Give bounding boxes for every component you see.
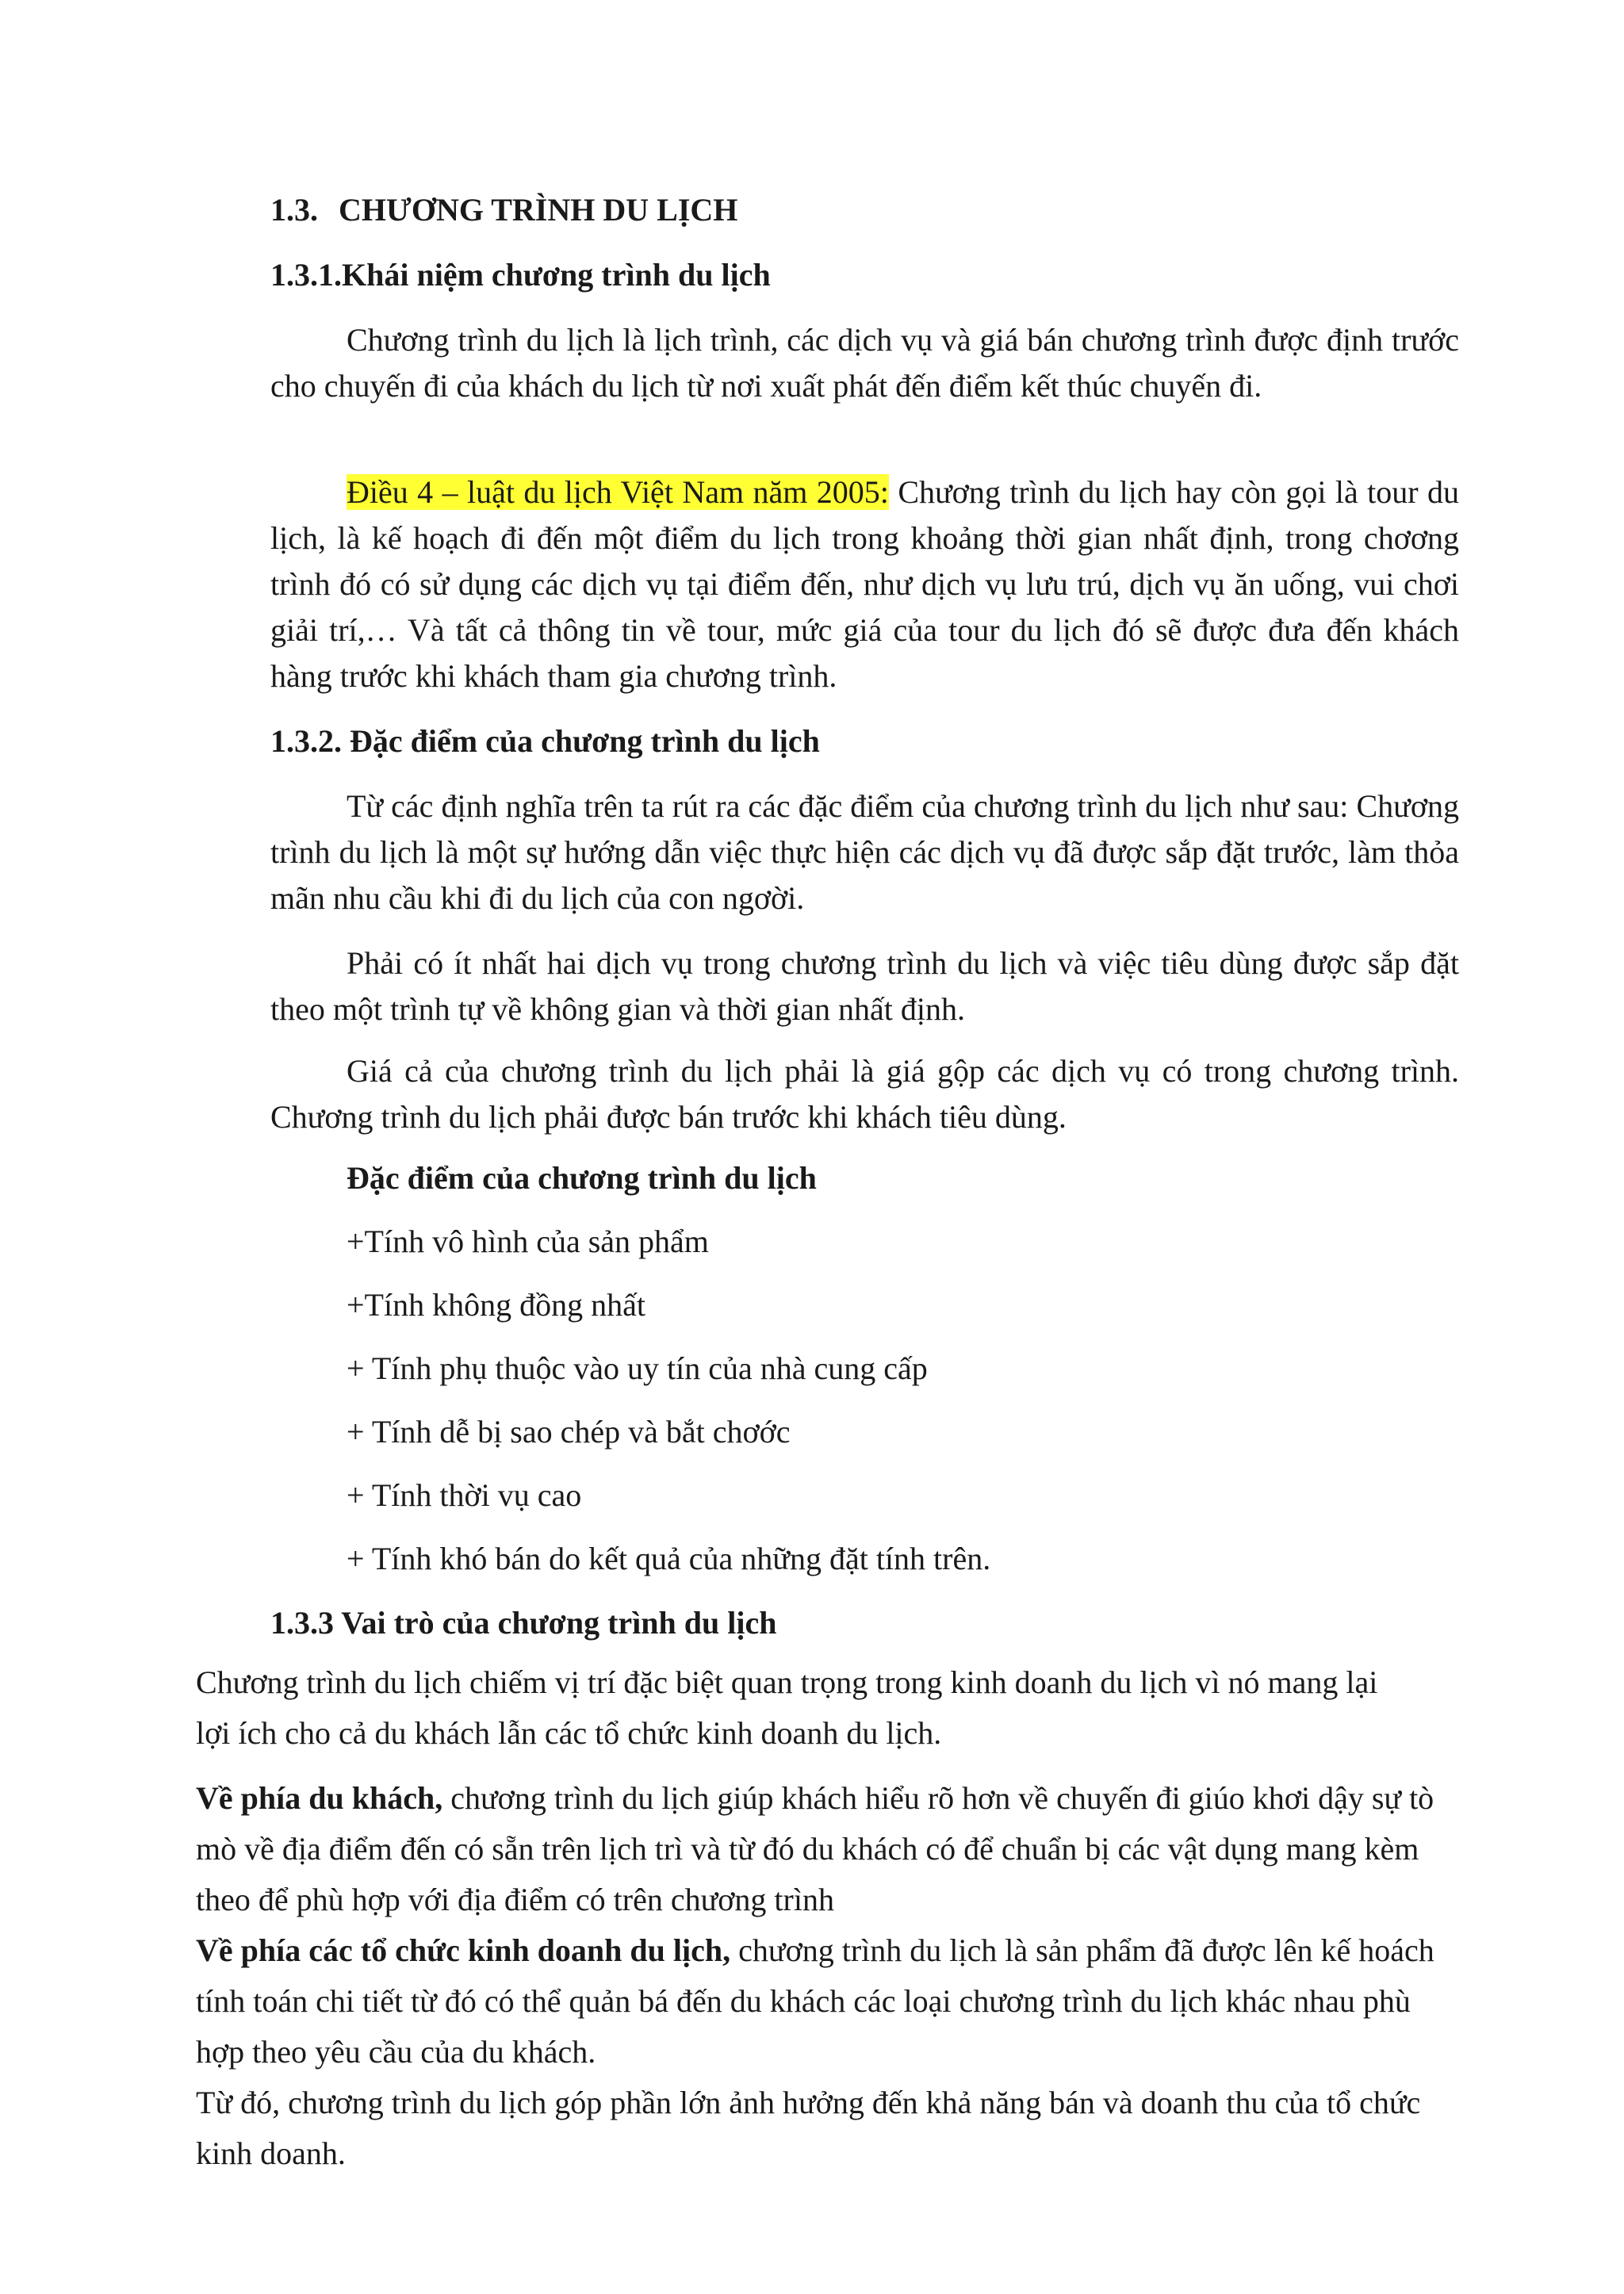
section-title (270, 187, 737, 233)
paragraph-conclusion (196, 2078, 1465, 2179)
paragraph-tourist-side (196, 1773, 1465, 1925)
list-item: + Tính dễ bị sao chép và bắt chơớc (347, 1414, 791, 1450)
list-item: +Tính không đồng nhất (347, 1287, 645, 1323)
list-item: + Tính thời vụ cao (347, 1477, 582, 1513)
price-text: Giá cả của chương trình du lịch phải là giá gộp các dịch vụ có trong chương trình. Chương trình du lịch phải được bán trước khi khách tiêu dùng. (270, 1053, 1459, 1135)
law-article-text: Chương trình du lịch hay còn gọi là tour du lịch, là kế hoạch đi đến một điểm du lịch trong khoảng thời gian nhất định, trong chơơng trình đó có sử dụng các dịch vụ tại điểm đến, như dịch vụ lưu trú, dịch vụ ăn uống, vui chơi giải trí,… Và tất cả thông tin về tour, mức giá của tour du lịch đó sẽ được đưa đến khách hàng trước khi khách tham gia chương trình. (270, 474, 1459, 694)
paragraph-price (270, 1048, 1459, 1140)
role-intro-text: Chương trình du lịch chiếm vị trí đặc biệt quan trọng trong kinh doanh du lịch vì nó mang lại lợi ích cho cả du khách lẫn các tổ chức kinh doanh du lịch. (196, 1664, 1378, 1751)
section-number: 1.3. (270, 192, 318, 228)
characteristics-intro-text: Từ các định nghĩa trên ta rút ra các đặc điểm của chương trình du lịch như sau: Chương trình du lịch là một sự hướng dẫn việc thực hiện các dịch vụ đã được sắp đặt trước, làm thỏa mãn nhu cầu khi đi du lịch của con ngơời. (270, 788, 1459, 916)
paragraph-business-side (196, 1925, 1449, 2078)
paragraph-role-intro (196, 1657, 1393, 1759)
services-text: Phải có ít nhất hai dịch vụ trong chương trình du lịch và việc tiêu dùng được sắp đặt theo một trình tự về không gian và thời gian nhất định. (270, 945, 1459, 1027)
list-item: +Tính vô hình của sản phẩm (347, 1224, 709, 1259)
business-side-label: Về phía các tổ chức kinh doanh du lịch, (196, 1932, 731, 1968)
heading-1-3-3: 1.3.3 Vai trò của chương trình du lịch (270, 1605, 777, 1641)
paragraph-definition (270, 317, 1459, 409)
law-article-highlight: Điều 4 – luật du lịch Việt Nam năm 2005: (347, 474, 889, 510)
heading-1-3-1: 1.3.1.Khái niệm chương trình du lịch (270, 257, 771, 293)
heading-1-3-2: 1.3.2. Đặc điểm của chương trình du lịch (270, 723, 820, 759)
list-item: + Tính phụ thuộc vào uy tín của nhà cung cấp (347, 1350, 928, 1386)
paragraph-definition-text: Chương trình du lịch là lịch trình, các dịch vụ và giá bán chương trình được định trước cho chuyến đi của khách du lịch từ nơi xuất phát đến điểm kết thúc chuyến đi. (270, 322, 1459, 404)
tourist-side-label: Về phía du khách, (196, 1780, 443, 1816)
paragraph-characteristics-intro (270, 783, 1459, 921)
conclusion-text: Từ đó, chương trình du lịch góp phần lớn ảnh hưởng đến khả năng bán và doanh thu của tổ chức kinh doanh. (196, 2085, 1421, 2171)
paragraph-law-article (270, 469, 1459, 699)
section-title-text: CHƯƠNG TRÌNH DU LỊCH (339, 192, 738, 228)
characteristics-list-title: Đặc điểm của chương trình du lịch (347, 1160, 817, 1196)
list-item: + Tính khó bán do kết quả của những đặt tính trên. (347, 1541, 991, 1576)
paragraph-services (270, 940, 1459, 1032)
business-side-text: chương trình du lịch là sản phẩm đã được lên kế hoách tính toán chi tiết từ đó có thể quản bá đến du khách các loại chương trình du lịch khác nhau phù hợp theo yêu cầu của du khách. (196, 1932, 1434, 2070)
tourist-side-text: chương trình du lịch giúp khách hiểu rõ hơn về chuyến đi giúo khơi dậy sự tò mò về địa điểm đến có sẵn trên lịch trì và từ đó du khách có để chuẩn bị các vật dụng mang kèm theo để phù hợp với địa điểm có trên chương trình (196, 1780, 1434, 1917)
